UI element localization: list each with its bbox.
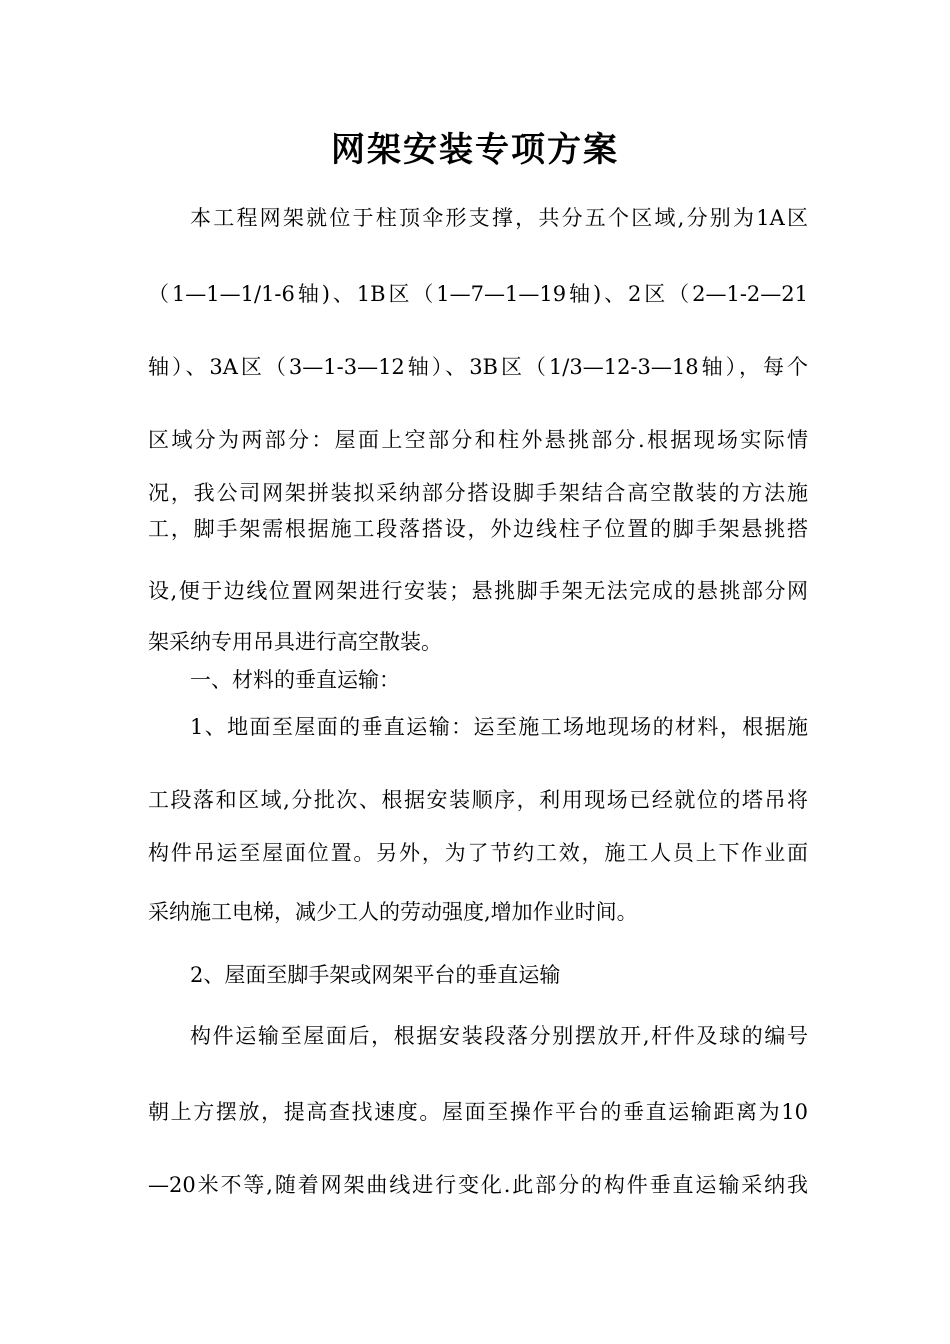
subsection-heading: 2、屋面至脚手架或网架平台的垂直运输 — [190, 963, 561, 987]
paragraph-line: 采纳施工电梯，减少工人的劳动强度,增加作业时间。 — [148, 900, 638, 924]
paragraph-line: 设,便于边线位置网架进行安装；悬挑脚手架无法完成的悬挑部分网 — [148, 579, 808, 603]
paragraph-line: 况，我公司网架拼装拟采纳部分搭设脚手架结合高空散装的方法施 — [148, 481, 808, 505]
paragraph-line: 本工程网架就位于柱顶伞形支撑，共分五个区域,分别为1A区 — [190, 206, 808, 230]
paragraph-line: 架采纳专用吊具进行高空散装。 — [148, 630, 442, 654]
paragraph-line: 区域分为两部分：屋面上空部分和柱外悬挑部分.根据现场实际情 — [148, 428, 808, 452]
paragraph-line: 轴）、3A区（3—1-3—12轴）、3B区（1/3—12-3—18轴），每个 — [148, 355, 808, 379]
paragraph-line: 朝上方摆放，提高查找速度。屋面至操作平台的垂直运输距离为10 — [148, 1100, 808, 1124]
paragraph-line: 构件吊运至屋面位置。另外，为了节约工效，施工人员上下作业面 — [148, 841, 808, 865]
paragraph-line: 1、地面至屋面的垂直运输：运至施工场地现场的材料，根据施 — [190, 715, 808, 739]
paragraph-line: 工，脚手架需根据施工段落搭设，外边线柱子位置的脚手架悬挑搭 — [148, 517, 808, 541]
section-heading: 一、材料的垂直运输： — [190, 668, 400, 692]
paragraph-line: （1—1—1/1-6轴)、1B区（1—7—1—19轴)、2区（2—1-2—21 — [148, 282, 808, 306]
paragraph-line: —20米不等,随着网架曲线进行变化.此部分的构件垂直运输采纳我 — [148, 1173, 808, 1197]
paragraph-line: 工段落和区域,分批次、根据安装顺序，利用现场已经就位的塔吊将 — [148, 788, 808, 812]
document-title: 网架安装专项方案 — [331, 130, 619, 170]
paragraph-line: 构件运输至屋面后，根据安装段落分别摆放开,杆件及球的编号 — [190, 1024, 808, 1048]
